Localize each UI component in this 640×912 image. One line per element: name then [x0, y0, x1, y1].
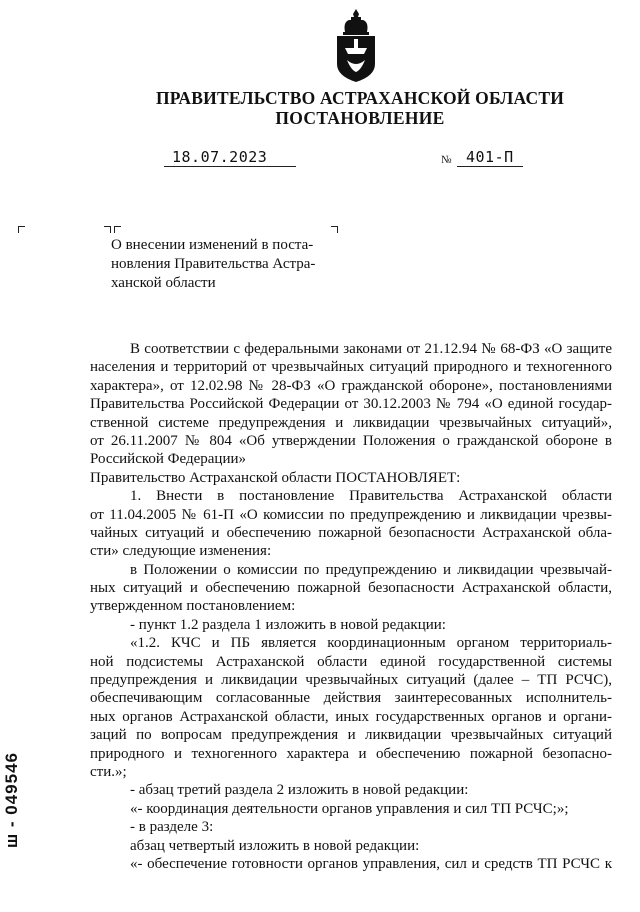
body-line: от 26.11.2007 № 804 «Об утверждении Положения о гражданской обороне в: [90, 432, 612, 449]
corner-mark-right: [331, 226, 338, 233]
body-line: утвержденном постановлением:: [90, 598, 296, 615]
body-line: сти» следующие изменения:: [90, 543, 272, 560]
body-line: природного и техногенного характера и обеспечению пожарной безопасно-: [90, 745, 612, 762]
body-line: ной подсистемы Астраханской области единой государственной системы: [90, 653, 612, 670]
body-line: «- обеспечение готовности органов управления, сил и средств ТП РСЧС к: [130, 855, 612, 872]
body-line: ственной системе предупреждения и ликвидации чрезвычайных ситуаций»,: [90, 414, 612, 431]
body-line: сти.»;: [90, 763, 127, 780]
coat-of-arms-icon: [331, 8, 381, 84]
body-line: предупреждения и ликвидации чрезвычайных ситуаций (далее – ТП РСЧС),: [90, 672, 612, 689]
body-line: заций по вопросам предупреждения и ликвидации чрезвычайных ситуаций: [90, 727, 612, 744]
body-line: - абзац третий раздела 2 изложить в новой редакции:: [130, 782, 469, 799]
document-subject: [111, 236, 341, 293]
body-line: «1.2. КЧС и ПБ является координационным органом территориаль-: [130, 635, 612, 652]
body-line: населения и территорий от чрезвычайных ситуаций природного и техногенного: [90, 359, 612, 376]
organization-title: ПРАВИТЕЛЬСТВО АСТРАХАНСКОЙ ОБЛАСТИ: [155, 88, 565, 108]
body-line: обеспечивающим согласованные действия заинтересованных исполнитель-: [90, 690, 612, 707]
body-line: Российской Федерации»: [90, 451, 247, 468]
subject-line: О внесении изменений в поста-: [111, 237, 314, 253]
body-line: характера», от 12.02.98 № 28-ФЗ «О гражданской обороне», постановлениями: [90, 377, 612, 394]
body-line: от 11.04.2005 № 61-П «О комиссии по предупреждению и ликвидации чрезвы-: [90, 506, 612, 523]
body-line: Правительства Российской Федерации от 30.12.2003 № 794 «О единой государ-: [90, 396, 612, 413]
document-body: [90, 340, 612, 873]
subject-line: новления Правительства Астра-: [111, 256, 316, 272]
body-line: - пункт 1.2 раздела 1 изложить в новой редакции:: [130, 616, 446, 633]
body-line: Правительство Астраханской области ПОСТАНОВЛЯЕТ:: [90, 469, 461, 486]
body-line: чайных ситуаций и обеспечению пожарной безопасности Астраханской обла-: [90, 524, 612, 541]
body-line: ных ситуаций и обеспечению пожарной безопасности Астраханской области,: [90, 580, 612, 597]
body-line: ных органов Астраханской области, иных государственных органов и органи-: [90, 708, 612, 725]
body-line: 1. Внести в постановление Правительства Астраханской области: [130, 488, 612, 505]
corner-mark-left: [18, 226, 25, 233]
date-underline: [164, 166, 296, 167]
document-date: 18.07.2023: [172, 148, 268, 166]
document-number: 401-П: [466, 148, 514, 166]
number-underline: [457, 166, 523, 167]
corner-mark-mid-1: [104, 226, 111, 233]
corner-mark-mid-2: [114, 226, 121, 233]
subject-line: ханской области: [111, 275, 216, 291]
margin-serial-number: ш - 049546: [2, 751, 21, 848]
number-sign: №: [441, 154, 452, 166]
body-line: в Положении о комиссии по предупреждению и ликвидации чрезвычай-: [130, 561, 612, 578]
body-line: В соответствии с федеральными законами от 21.12.94 № 68-ФЗ «О защите: [130, 341, 612, 357]
body-line: «- координация деятельности органов управления и сил ТП РСЧС;»;: [130, 800, 569, 817]
body-line: абзац четвертый изложить в новой редакции:: [130, 837, 420, 854]
body-line: - в разделе 3:: [130, 819, 214, 836]
document-type: ПОСТАНОВЛЕНИЕ: [275, 108, 445, 128]
